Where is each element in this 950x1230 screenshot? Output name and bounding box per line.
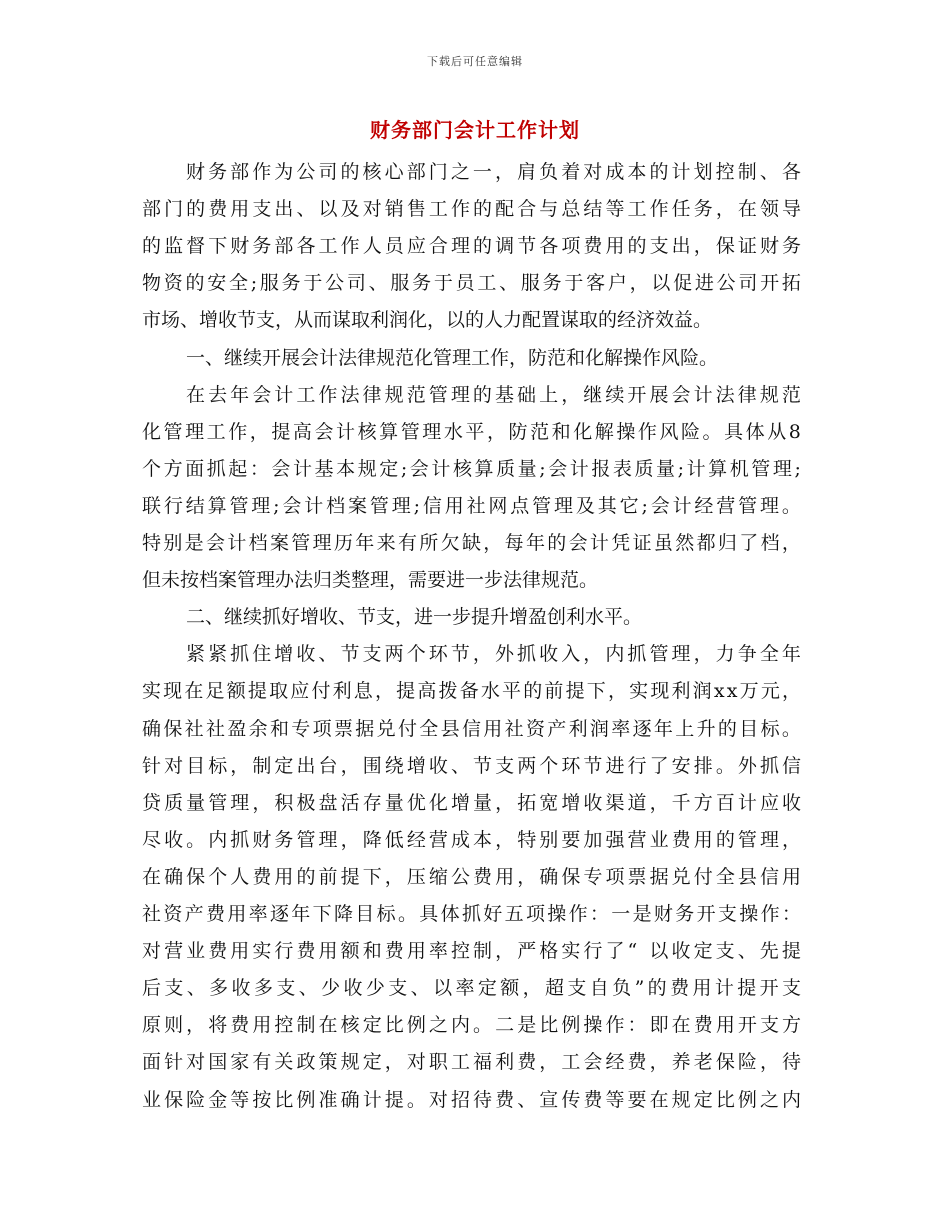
body-line: 物资的安全;服务于公司、服务于员工、服务于客户，以促进公司开拓 [142,272,804,295]
body-line: 化管理工作，提高会计核算管理水平，防范和化解操作风险。具体从8 [142,420,804,443]
body-line: 尽收。内抓财务管理，降低经营成本，特别要加强营业费用的管理， [142,828,805,851]
body-line: 的监督下财务部各工作人员应合理的调节各项费用的支出，保证财务 [142,235,805,258]
body-line: 部门的费用支出、以及对销售工作的配合与总结等工作任务，在领导 [142,198,805,221]
body-line: 在去年会计工作法律规范管理的基础上，继续开展会计法律规范 [186,383,804,406]
body-line: 在确保个人费用的前提下，压缩公费用，确保专项票据兑付全县信用 [142,865,805,888]
body-line: 社资产费用率逐年下降目标。具体抓好五项操作：一是财务开支操作： [142,903,804,925]
section-heading-2: 二、继续抓好增收、节支，进一步提升增盈创利水平。 [186,606,643,629]
document-title: 财务部门会计工作计划 [370,118,580,142]
body-line: 个方面抓起：会计基本规定;会计核算质量;会计报表质量;计算机管理; [142,457,804,480]
body-line: 联行结算管理;会计档案管理;信用社网点管理及其它;会计经营管理。 [142,494,804,517]
body-line: 面针对国家有关政策规定，对职工福利费，工会经费，养老保险，待 [142,1051,805,1074]
body-line: 业保险金等按比例准确计提。对招待费、宣传费等要在规定比例之内 [142,1088,805,1111]
body-line: 原则，将费用控制在核定比例之内。二是比例操作：即在费用开支方 [142,1014,805,1037]
body-line: 贷质量管理，积极盘活存量优化增量，拓宽增收渠道，千方百计应收 [142,791,805,814]
body-line: 后支、多收多支、少收少支、以率定额，超支自负”的费用计提开支 [142,977,805,1000]
body-line: 但未按档案管理办法归类整理，需要进一步法律规范。 [142,569,599,592]
body-line: 紧紧抓住增收、节支两个环节，外抓收入，内抓管理，力争全年 [186,643,804,666]
body-line: 确保社社盈余和专项票据兑付全县信用社资产利润率逐年上升的目标。 [142,717,804,740]
body-line: 市场、增收节支，从而谋取利润化，以的人力配置谋取的经济效益。 [142,309,713,332]
section-heading-1: 一、继续开展会计法律规范化管理工作，防范和化解操作风险。 [186,346,719,369]
body-line: 特别是会计档案管理历年来有所欠缺，每年的会计凭证虽然都归了档， [142,532,804,554]
body-line: 财务部作为公司的核心部门之一，肩负着对成本的计划控制、各 [186,161,804,183]
body-line: 实现在足额提取应付利息，提高拨备水平的前提下，实现利润xx万元， [142,680,804,703]
header-note: 下载后可任意编辑 [427,55,523,68]
body-line: 对营业费用实行费用额和费用率控制，严格实行了“ 以收定支、先提 [142,940,804,963]
body-line: 针对目标，制定出台，围绕增收、节支两个环节进行了安排。外抓信 [142,754,805,777]
